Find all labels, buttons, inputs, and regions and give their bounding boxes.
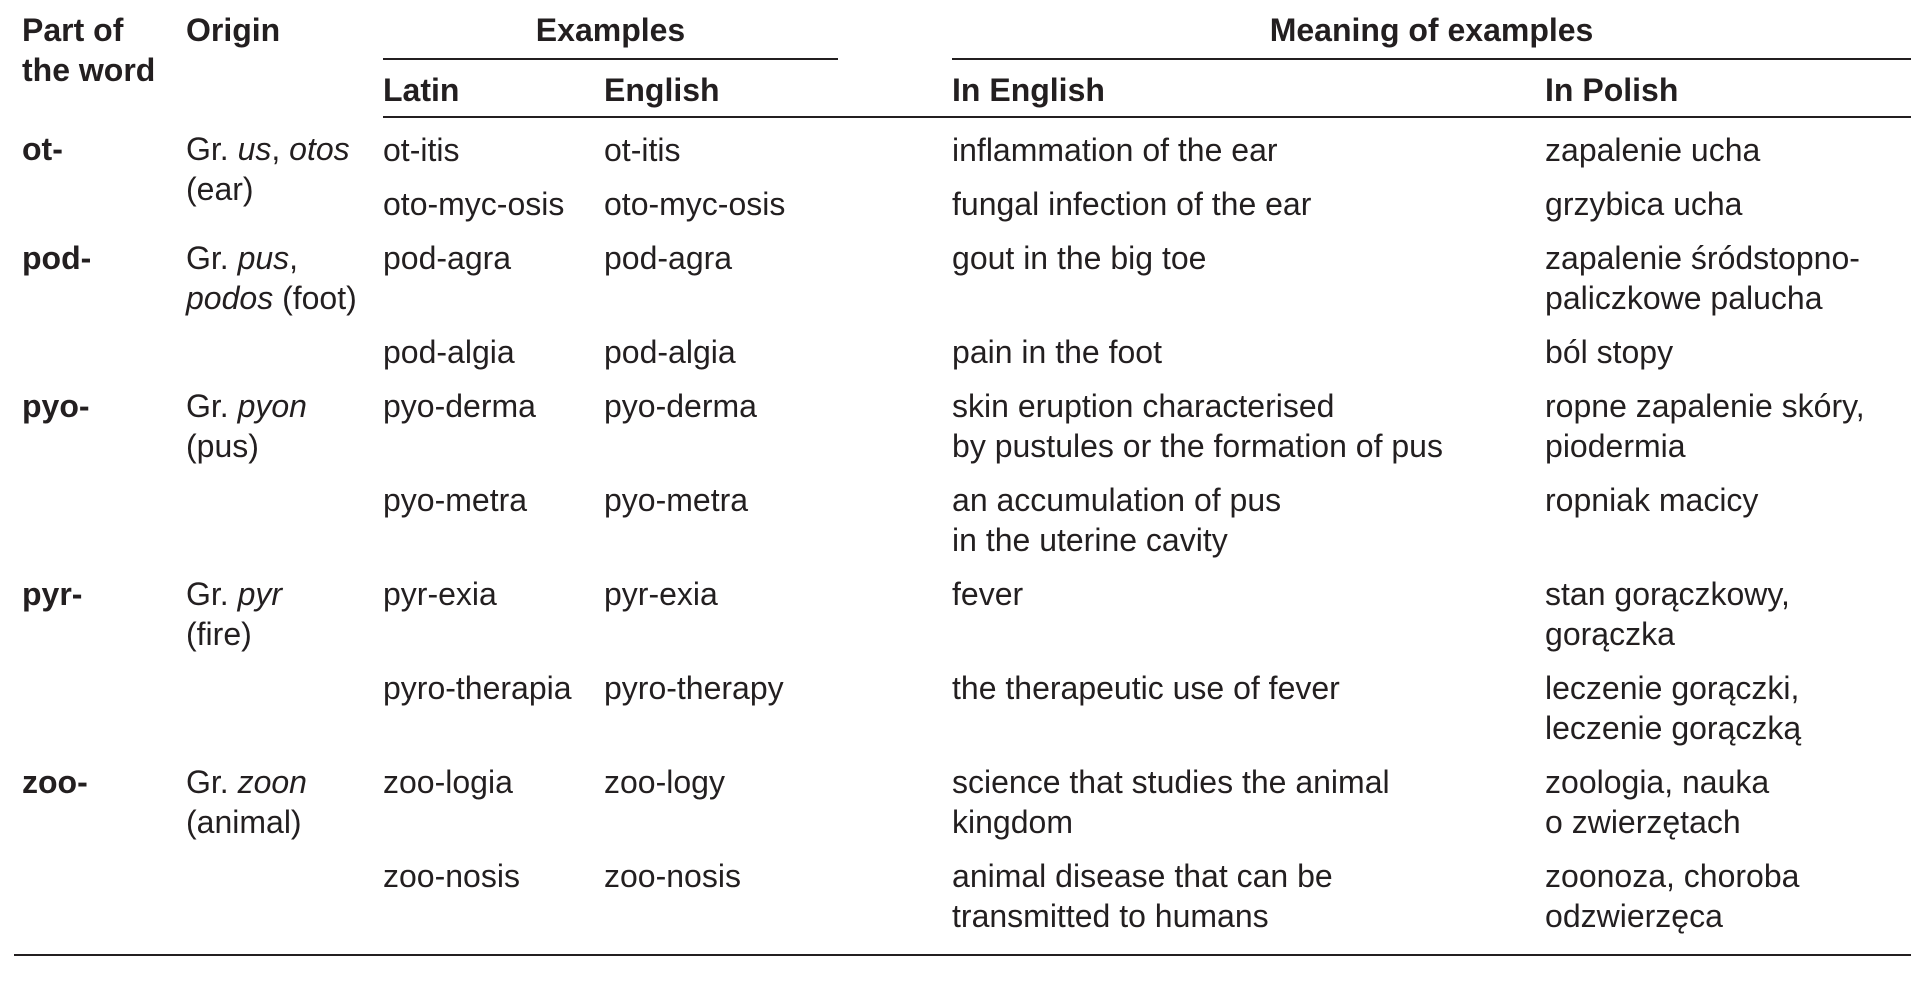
table-header [14, 4, 1911, 117]
meaning-polish-cell [1545, 748, 1911, 842]
table-row [14, 224, 1911, 318]
table-body [14, 117, 1911, 940]
latin-example-cell [383, 560, 604, 654]
origin-greek-word: us [237, 131, 272, 167]
origin-greek-word: pus [237, 240, 290, 276]
meaning-polish-cell [1545, 654, 1911, 748]
meaning-polish-cell-line: leczenie gorączki, [1545, 670, 1800, 706]
meaning-english-cell-line: kingdom [952, 804, 1073, 840]
header-gap-2 [838, 59, 952, 117]
latin-example: ot-itis [383, 132, 460, 168]
origin-separator: , [289, 240, 299, 276]
meaning-polish-cell [1545, 372, 1911, 466]
meaning-english-cell [952, 224, 1545, 318]
meaning-polish-cell-line: zapalenie ucha [1545, 132, 1761, 168]
origin-cell [186, 117, 383, 224]
meaning-polish-cell-line: ropniak macicy [1545, 482, 1759, 518]
english-example: pyo-derma [604, 388, 757, 424]
english-example-cell [604, 748, 838, 842]
english-example: pyr-exia [604, 576, 718, 612]
latin-example: pyro-therapia [383, 670, 572, 706]
meaning-polish-cell-line: ropne zapalenie skóry, [1545, 388, 1865, 424]
origin-cell [186, 372, 383, 560]
meaning-english-cell [952, 748, 1545, 842]
english-example-cell [604, 560, 838, 654]
english-example: zoo-logy [604, 764, 725, 800]
meaning-english-cell-line: fungal infection of the ear [952, 186, 1312, 222]
meaning-english-cell-line: by pustules or the formation of pus [952, 428, 1443, 464]
spacer-cell [838, 117, 952, 170]
origin-prefix: Gr. [186, 240, 238, 276]
meaning-english-cell-line: the therapeutic use of fever [952, 670, 1340, 706]
spacer-cell [838, 842, 952, 940]
origin-gloss: (foot) [282, 280, 357, 316]
meaning-polish-cell-line: grzybica ucha [1545, 186, 1743, 222]
meaning-english-cell-line: an accumulation of pus [952, 482, 1282, 518]
origin-gloss: (pus) [186, 428, 259, 464]
meaning-polish-cell-line: odzwierzęca [1545, 898, 1723, 934]
latin-example-cell [383, 372, 604, 466]
meaning-english-cell-line: in the uterine cavity [952, 522, 1228, 558]
meaning-polish-cell [1545, 318, 1911, 372]
meaning-polish-cell-line: ból stopy [1545, 334, 1674, 370]
meaning-english-cell [952, 654, 1545, 748]
origin-gloss: (fire) [186, 616, 252, 652]
spacer-cell [838, 224, 952, 318]
part-of-word: ot- [22, 131, 63, 167]
part-of-word: pyr- [22, 576, 83, 612]
header-in-polish: In Polish [1545, 59, 1911, 117]
spacer-cell [838, 748, 952, 842]
meaning-english-cell [952, 560, 1545, 654]
part-of-word-cell [14, 117, 186, 224]
meaning-english-cell-line: science that studies the animal [952, 764, 1390, 800]
part-of-word-cell [14, 224, 186, 372]
english-example: pyro-therapy [604, 670, 784, 706]
meaning-polish-cell [1545, 117, 1911, 170]
origin-prefix: Gr. [186, 576, 238, 612]
latin-example: pyo-derma [383, 388, 536, 424]
origin-prefix: Gr. [186, 764, 238, 800]
origin-cell [186, 560, 383, 748]
table-row [14, 372, 1911, 466]
meaning-polish-cell-line: leczenie gorączką [1545, 710, 1802, 746]
origin-greek-genitive: otos [289, 131, 350, 167]
meaning-polish-cell-line: gorączka [1545, 616, 1675, 652]
meaning-polish-cell [1545, 560, 1911, 654]
latin-example: pyr-exia [383, 576, 497, 612]
meaning-polish-cell-line: o zwierzętach [1545, 804, 1741, 840]
origin-gloss: (animal) [186, 804, 302, 840]
spacer-cell [838, 466, 952, 560]
latin-example-cell [383, 170, 604, 224]
header-examples: Examples [383, 4, 838, 59]
meaning-polish-cell-line: zoonoza, choroba [1545, 858, 1800, 894]
spacer-cell [838, 372, 952, 466]
latin-example-cell [383, 466, 604, 560]
part-of-word-cell [14, 560, 186, 748]
spacer-cell [838, 318, 952, 372]
english-example: oto-myc-osis [604, 186, 786, 222]
meaning-english-cell [952, 170, 1545, 224]
meaning-english-cell-line: animal disease that can be [952, 858, 1333, 894]
meaning-polish-cell [1545, 224, 1911, 318]
meaning-polish-cell [1545, 842, 1911, 940]
header-part-line-1: Part of [22, 12, 124, 48]
header-latin: Latin [383, 59, 604, 117]
english-example-cell [604, 224, 838, 318]
latin-example: pod-agra [383, 240, 512, 276]
meaning-polish-cell-line: zapalenie śródstopno- [1545, 240, 1860, 276]
english-example-cell [604, 654, 838, 748]
latin-example: pyo-metra [383, 482, 528, 518]
english-example: zoo-nosis [604, 858, 741, 894]
english-example: pod-agra [604, 240, 733, 276]
english-example-cell [604, 466, 838, 560]
english-example-cell [604, 117, 838, 170]
english-example-cell [604, 170, 838, 224]
part-of-word-cell [14, 372, 186, 560]
origin-cell [186, 748, 383, 940]
meaning-polish-cell-line: zoologia, nauka [1545, 764, 1770, 800]
meaning-english-cell-line: transmitted to humans [952, 898, 1269, 934]
part-of-word-cell [14, 748, 186, 940]
english-example-cell [604, 318, 838, 372]
meaning-english-cell-line: fever [952, 576, 1024, 612]
origin-gloss: (ear) [186, 171, 254, 207]
english-example-cell [604, 842, 838, 940]
latin-example-cell [383, 842, 604, 940]
meaning-english-cell [952, 842, 1545, 940]
meaning-polish-cell-line: stan gorączkowy, [1545, 576, 1790, 612]
meaning-english-cell [952, 466, 1545, 560]
origin-prefix: Gr. [186, 131, 238, 167]
origin-greek-word: pyon [237, 388, 307, 424]
latin-example-cell [383, 318, 604, 372]
latin-example-cell [383, 117, 604, 170]
english-example: ot-itis [604, 132, 681, 168]
english-example: pyo-metra [604, 482, 749, 518]
origin-prefix: Gr. [186, 388, 238, 424]
origin-greek-genitive: podos [186, 280, 274, 316]
latin-example: zoo-logia [383, 764, 513, 800]
table-bottom-rule [14, 954, 1911, 956]
part-of-word: zoo- [22, 764, 88, 800]
header-meaning-of-examples: Meaning of examples [952, 4, 1911, 59]
meaning-english-cell-line: skin eruption characterised [952, 388, 1335, 424]
meaning-polish-cell [1545, 170, 1911, 224]
origin-greek-word: zoon [237, 764, 307, 800]
spacer-cell [838, 170, 952, 224]
meaning-english-cell-line: gout in the big toe [952, 240, 1207, 276]
meaning-english-cell-line: inflammation of the ear [952, 132, 1278, 168]
header-part-line-2: the word [22, 52, 156, 88]
meaning-polish-cell-line: paliczkowe palucha [1545, 280, 1823, 316]
header-part-of-word [14, 4, 186, 117]
latin-example: oto-myc-osis [383, 186, 565, 222]
header-in-english: In English [952, 59, 1545, 117]
part-of-word: pyo- [22, 388, 90, 424]
latin-example-cell [383, 654, 604, 748]
latin-example: zoo-nosis [383, 858, 520, 894]
spacer-cell [838, 654, 952, 748]
table-row [14, 560, 1911, 654]
table-row [14, 117, 1911, 170]
meaning-polish-cell [1545, 466, 1911, 560]
latin-example: pod-algia [383, 334, 515, 370]
part-of-word: pod- [22, 240, 92, 276]
origin-greek-word: pyr [237, 576, 283, 612]
header-origin: Origin [186, 12, 281, 48]
origin-separator: , [271, 131, 290, 167]
meaning-english-cell [952, 318, 1545, 372]
meaning-english-cell [952, 372, 1545, 466]
latin-example-cell [383, 224, 604, 318]
latin-example-cell [383, 748, 604, 842]
table-row [14, 748, 1911, 842]
header-english: English [604, 59, 838, 117]
header-gap [838, 4, 952, 59]
meaning-polish-cell-line: piodermia [1545, 428, 1686, 464]
meaning-english-cell [952, 117, 1545, 170]
english-example-cell [604, 372, 838, 466]
word-parts-table [14, 4, 1911, 940]
meaning-english-cell-line: pain in the foot [952, 334, 1162, 370]
spacer-cell [838, 560, 952, 654]
origin-cell [186, 224, 383, 372]
english-example: pod-algia [604, 334, 736, 370]
